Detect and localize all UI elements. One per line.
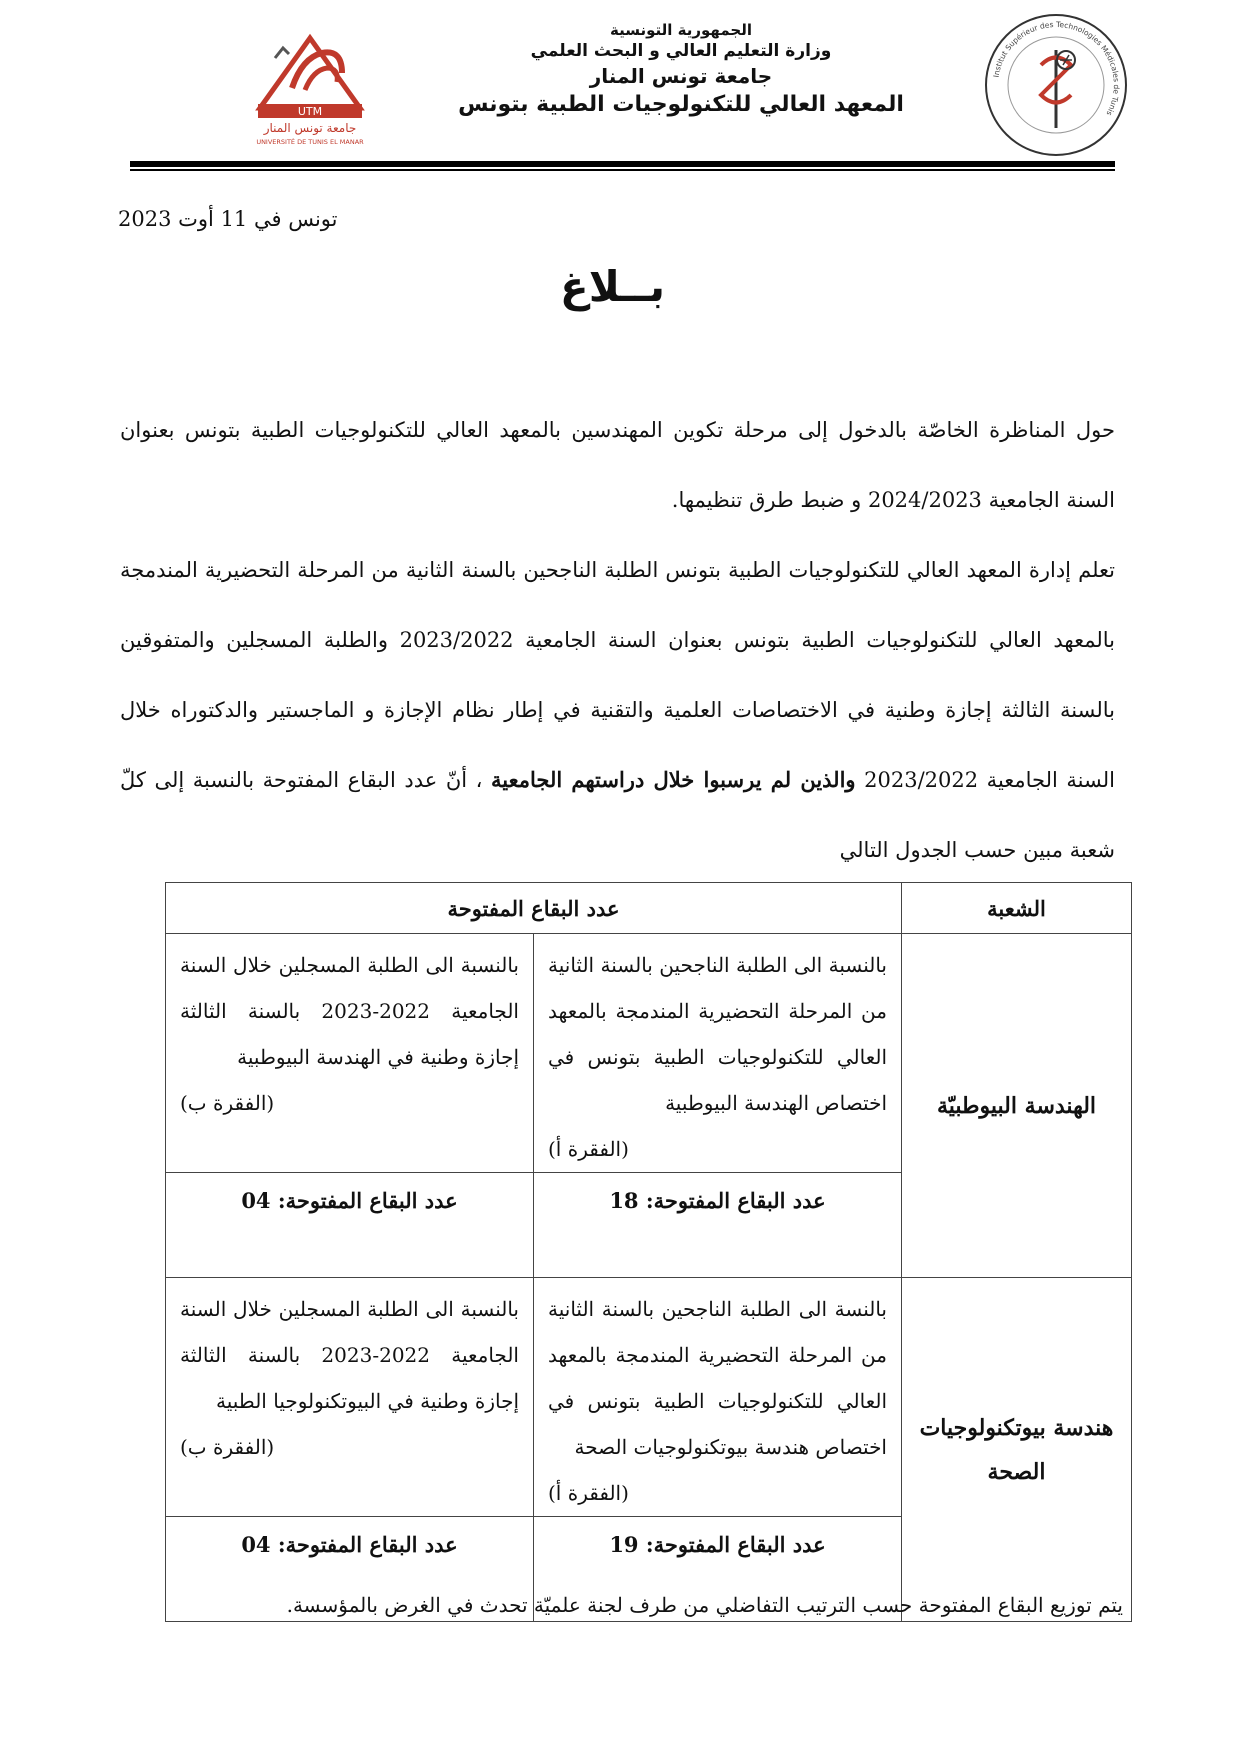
table-row [166,934,1132,1173]
logo-letters: UTM [297,105,323,118]
header-block [401,20,961,120]
branch-name: هندسة بيوتكنولوجيات الصحة [902,1278,1132,1622]
seal-ring-text-fr: Institut Supérieur des Technologies Médicales de Tunis [991,19,1122,118]
category-a-reference: (الفقرة أ) [548,1137,629,1161]
document-date: تونس في 11 أوت 2023 [118,207,338,231]
category-a-count: عدد البقاع المفتوحة: 18 [534,1173,902,1278]
category-b-text: بالنسبة الى الطلبة المسجلين خلال السنة الجامعية 2022-2023 بالسنة الثالثة إجازة وطنية في الهندسة البيوطبية [180,953,519,1069]
header-divider-thick [130,161,1115,167]
header-branch: الشعبة [902,883,1132,934]
category-a-text: بالنسبة الى الطلبة الناجحين بالسنة الثانية من المرحلة التحضيرية المندمجة بالمعهد العالي للتكنولوجيات الطبية بتونس في اختصاص الهندسة البيوطبية [548,953,887,1115]
header-open-places: عدد البقاع المفتوحة [166,883,902,934]
category-a-description [534,1278,902,1517]
paragraph-2 [120,535,1115,885]
footer-note: يتم توزيع البقاع المفتوحة حسب الترتيب التفاضلي من طرف لجنة علميّة تحدث في الغرض بالمؤسسة. [286,1593,1123,1617]
table-row [166,1278,1132,1517]
category-b-description [166,1278,534,1517]
category-a-description [534,934,902,1173]
header-divider-thin [130,169,1115,171]
branch-name: الهندسة البيوطبيّة [902,934,1132,1278]
category-a-reference: (الفقرة أ) [548,1481,629,1505]
paragraph-1: حول المناظرة الخاصّة بالدخول إلى مرحلة تكوين المهندسين بالمعهد العالي للتكنولوجيات الطبية بتونس بعنوان السنة الجامعية 2024/2023 و ضبط طرق تنظيمها. [120,418,1115,512]
institute-seal-icon [981,10,1131,160]
category-a-count: عدد البقاع المفتوحة: 19 [534,1517,902,1622]
open-places-table [165,882,1132,1622]
category-b-count: عدد البقاع المفتوحة: 04 [166,1173,534,1278]
document-title: بــلاغ [560,262,666,311]
table-header-row [166,883,1132,934]
header-institute: المعهد العالي للتكنولوجيات الطبية بتونس [458,92,904,118]
header-country: الجمهورية التونسية [610,21,752,39]
category-b-reference: (الفقرة ب) [180,1091,275,1115]
category-b-description [166,934,534,1173]
university-logo-icon [230,28,390,146]
logo-name-ar: جامعة تونس المنار [263,121,357,135]
header-ministry: وزارة التعليم العالي و البحث العلمي [530,41,832,62]
header-university: جامعة تونس المنار [589,64,773,89]
category-b-reference: (الفقرة ب) [180,1435,275,1459]
category-a-text: بالنسة الى الطلبة الناجحين بالسنة الثانية من المرحلة التحضيرية المندمجة بالمعهد العالي للتكنولوجيات الطبية بتونس في اختصاص هندسة بيوتكنولوجيات الصحة [548,1297,887,1459]
category-b-count: عدد البقاع المفتوحة: 04 [166,1517,534,1622]
paragraph-2-bold: والذين لم يرسبوا خلال دراستهم الجامعية [491,767,856,792]
paragraph-2-end: ، أنّ عدد البقاع المفتوحة بالنسبة إلى كلّ شعبة مبين حسب الجدول التالي [120,768,1115,862]
announcement-body [120,395,1115,885]
paragraph-2-start: تعلم إدارة المعهد العالي للتكنولوجيات الطبية بتونس الطلبة الناجحين بالسنة الثانية من المرحلة التحضيرية المندمجة بالمعهد العالي للتكنولوجيات الطبية بتونس بعنوان السنة الجامعية 2023/2022 والطلبة المسجلين والمتفوقين بالسنة الثالثة إجازة وطنية في الاختصاصات العلمية والتقنية في إطار نظام الإجازة و الماجستير والدكتوراه خلال السنة الجامعية 2023/2022 [120,558,1116,792]
category-b-text: بالنسبة الى الطلبة المسجلين خلال السنة الجامعية 2022-2023 بالسنة الثالثة إجازة وطنية في البيوتكنولوجيا الطبية [180,1297,519,1413]
logo-name-fr: UNIVERSITÉ DE TUNIS EL MANAR [256,138,364,146]
